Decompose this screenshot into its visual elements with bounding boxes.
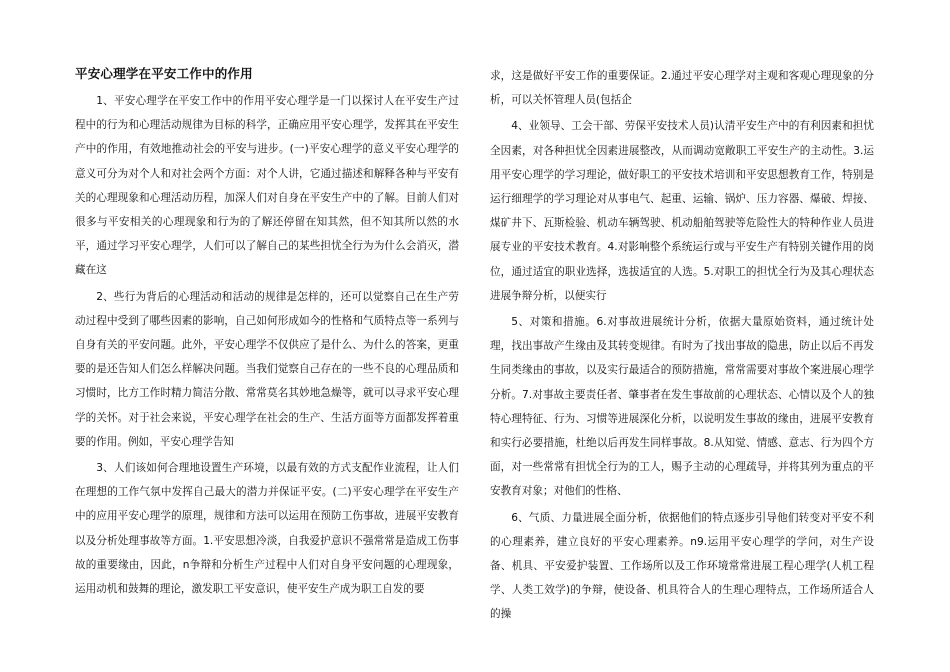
- paragraph-5: 5、对策和措施。6.对事故进展统计分析，依据大量原始资料，通过统计处理，找出事故产生缘由及其转变规律。有时为了找出事故的隐患，防止以后不再发生同类缘由的事故，以及实行最适合的预防措施，常常需要对事故个案进展心理学分析。7.对事故主要责任者、肇事者在发生事故前的心理状态、心情以及个人的独特心理特征、行为、习惯等进展深化分析，以说明发生事故的缘由，进展平安教育和实行必要措施，杜绝以后再发生同样事故。8.从知觉、情感、意志、行为四个方面，对一些常常有担忧全行为的工人，赐予主动的心理疏导，并将其列为重点的平安教育对象；对他们的性格、: [490, 316, 874, 498]
- paragraph-6: 6、气质、力量进展全面分析，依据他们的特点逐步引导他们转变对平安不利的心理素养，建立良好的平安心理素养。n9.运用平安心理学的学问，对生产设备、机具、平安爱护装置、工作场所以及工作环境常常进展工程心理学(人机工程学、人类工效学)的争辩，使设备、机具符合人的生理心理特点，工作场所适合人的操: [490, 511, 874, 621]
- paragraph-2: 2、些行为背后的心理活动和活动的规律是怎样的，还可以觉察自己在生产劳动过程中受到了哪些因素的影响，自己如何形成如今的性格和气质特点等一系列与自身有关的平安问题。此外，平安心理学不仅供应了是什么、为什么的答案，更重要的是还告知人们怎么样解决问题。当我们觉察自己存在的一些不良的心理品质和习惯时，比方工作时精力简洁分散、常常莫名其妙地急燥等，就可以寻求平安心理学的关怀。对于社会来说，平安心理学在社会的生产、生活方面等方面都发挥着重要的作用。例如，平安心理学告知: [75, 290, 459, 448]
- paragraph-1: 1、平安心理学在平安工作中的作用平安心理学是一门以探讨人在平安生产过程中的行为和心理活动规律为目标的科学，正确应用平安心理学，发挥其在平安生产中的作用，有效地推动社会的平安与进步。(一)平安心理学的意义平安心理学的意义可分为对个人和对社会两个方面：对个人讲，它通过描述和解释各种与平安有关的心理现象和心理活动历程，加深人们对自身在平安生产中的了解。目前人们对很多与平安相关的心理现象和行为的了解还停留在知其然，但不知其所以然的水平，通过学习平安心理学，人们可以了解自己的某些担忧全行为为什么会消灭，潜藏在这: [75, 95, 459, 277]
- right-column: [490, 64, 874, 629]
- document-title: 平安心理学在平安工作中的作用: [75, 66, 253, 81]
- paragraph-3-continued: 求，这是做好平安工作的重要保证。2.通过平安心理学对主观和客观心理现象的分析，可以关怀管理人员(包括企: [490, 70, 874, 107]
- paragraph-4: 4、业领导、工会干部、劳保平安技术人员)认清平安生产中的有利因素和担忧全因素，对各种担忧全因素进展整改，从而调动宽敞职工平安生产的主动性。3.运用平安心理学的学习理论，做好职工的平安技术培训和平安思想教育工作，特别是运行细理学的学习理论对从事电气、起重、运输、锅炉、压力容器、爆破、焊接、煤矿井下、瓦斯检验、机动车辆驾驶、机动船舶驾驶等危险性大的特种作业人员进展专业的平安技术教育。4.对影响整个系统运行或与平安生产有特别关键作用的岗位，通过适宜的职业选择，选拔适宜的人选。5.对职工的担忧全行为及其心理状态进展争辩分析，以便实行: [490, 120, 874, 302]
- paragraph-3: 3、人们该如何合理地设置生产环境，以最有效的方式支配作业流程，让人们在理想的工作气氛中发挥自己最大的潜力并保证平安。(二)平安心理学在平安生产中的应用平安心理学的原理，规律和方法可以运用在预防工伤事故，进展平安教育以及分析处理事故等方面。1.平安思想冷淡，自我爱护意识不强常常是造成工伤事故的重要缘由，因此，n争辩和分析生产过程中人们对自身平安问题的心理现象，运用动机和鼓舞的理论，激发职工平安意识，使平安生产成为职工自发的要: [75, 462, 459, 596]
- left-column: [75, 64, 459, 603]
